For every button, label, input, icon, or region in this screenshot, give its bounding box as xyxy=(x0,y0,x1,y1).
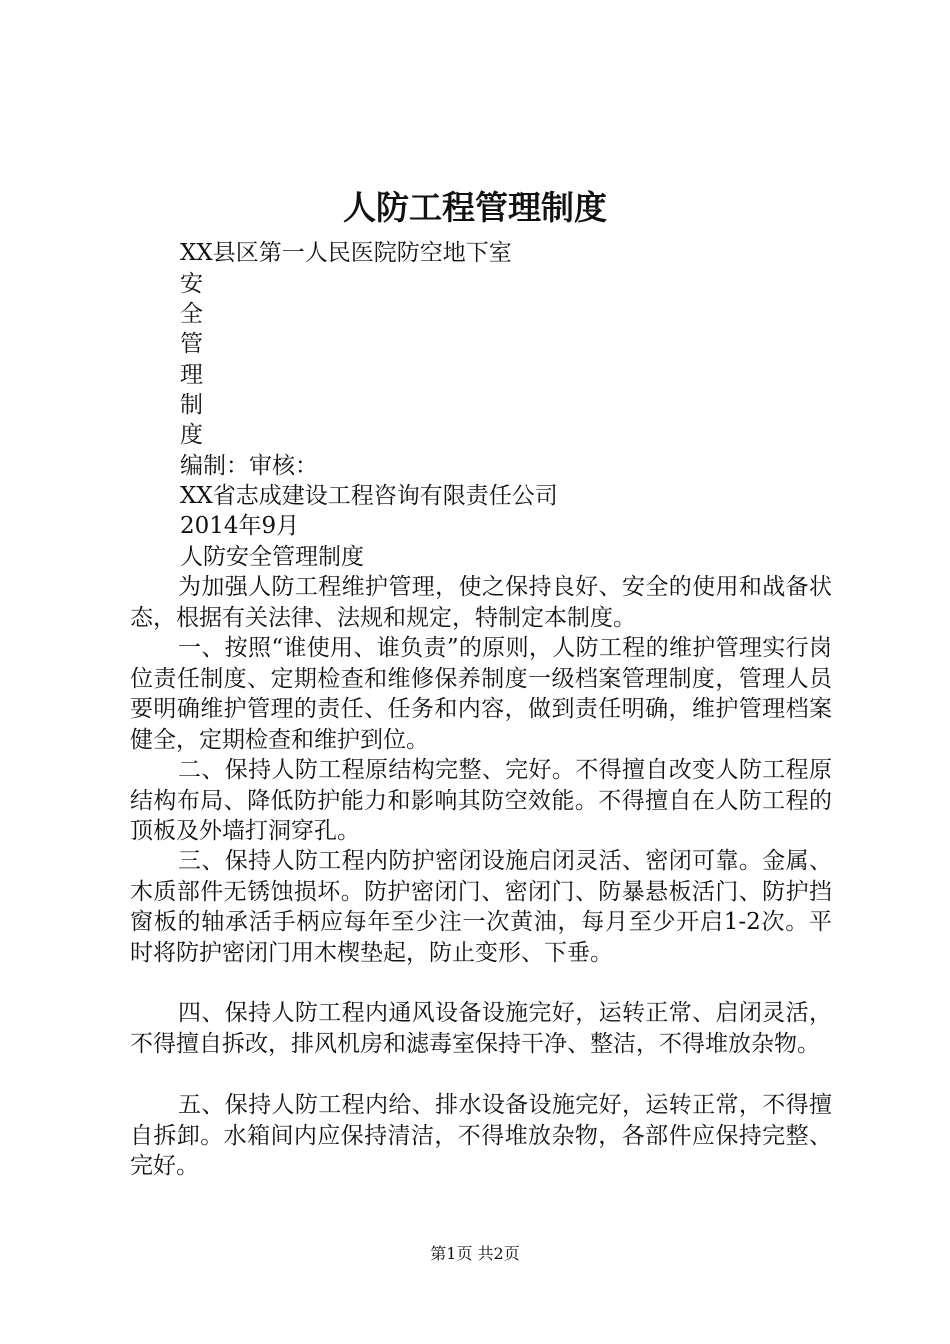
header-line-char: 制 xyxy=(180,392,203,418)
header-line-char: 安 xyxy=(180,271,203,297)
page-footer: 第1页 共2页 xyxy=(430,1244,520,1263)
document-title: 人防工程管理制度 xyxy=(343,188,607,227)
paragraph-intro: 为加强人防工程维护管理，使之保持良好、安全的使用和战备状态，根据有关法律、法规和规定，特制定本制度。 xyxy=(130,574,832,631)
paragraph-2: 二、保持人防工程原结构完整、完好。不得擅自改变人防工程原结构布局、降低防护能力和影响其防空效能。不得擅自在人防工程的顶板及外墙打洞穿孔。 xyxy=(130,757,832,844)
header-line-char: 全 xyxy=(180,301,203,327)
header-line-char: 管 xyxy=(180,331,203,357)
header-line-company: XX省志成建设工程咨询有限责任公司 xyxy=(180,483,558,509)
paragraph-4: 四、保持人防工程内通风设备设施完好，运转正常、启闭灵活，不得擅自拆改，排风机房和滤毒室保持干净、整洁，不得堆放杂物。 xyxy=(130,1000,832,1057)
paragraph-5: 五、保持人防工程内给、排水设备设施完好，运转正常，不得擅自拆卸。水箱间内应保持清洁，不得堆放杂物，各部件应保持完整、完好。 xyxy=(130,1092,832,1179)
header-line-editor: 编制：审核： xyxy=(180,453,318,479)
header-line-hospital: XX县区第一人民医院防空地下室 xyxy=(180,240,512,266)
header-line-char: 度 xyxy=(180,422,203,448)
header-line-date: 2014年9月 xyxy=(180,513,300,539)
section-heading: 人防安全管理制度 xyxy=(180,544,364,570)
paragraph-3: 三、保持人防工程内防护密闭设施启闭灵活、密闭可靠。金属、木质部件无锈蚀损坏。防护密闭门、密闭门、防暴悬板活门、防护挡窗板的轴承活手柄应每年至少注一次黄油，每月至少开启1-2次。平时将防护密闭门用木楔垫起，防止变形、下垂。 xyxy=(130,848,832,966)
header-line-char: 理 xyxy=(180,362,203,388)
paragraph-1: 一、按照“谁使用、谁负责”的原则，人防工程的维护管理实行岗位责任制度、定期检查和维修保养制度一级档案管理制度，管理人员要明确维护管理的责任、任务和内容，做到责任明确，维护管理档案健全，定期检查和维护到位。 xyxy=(130,635,832,753)
